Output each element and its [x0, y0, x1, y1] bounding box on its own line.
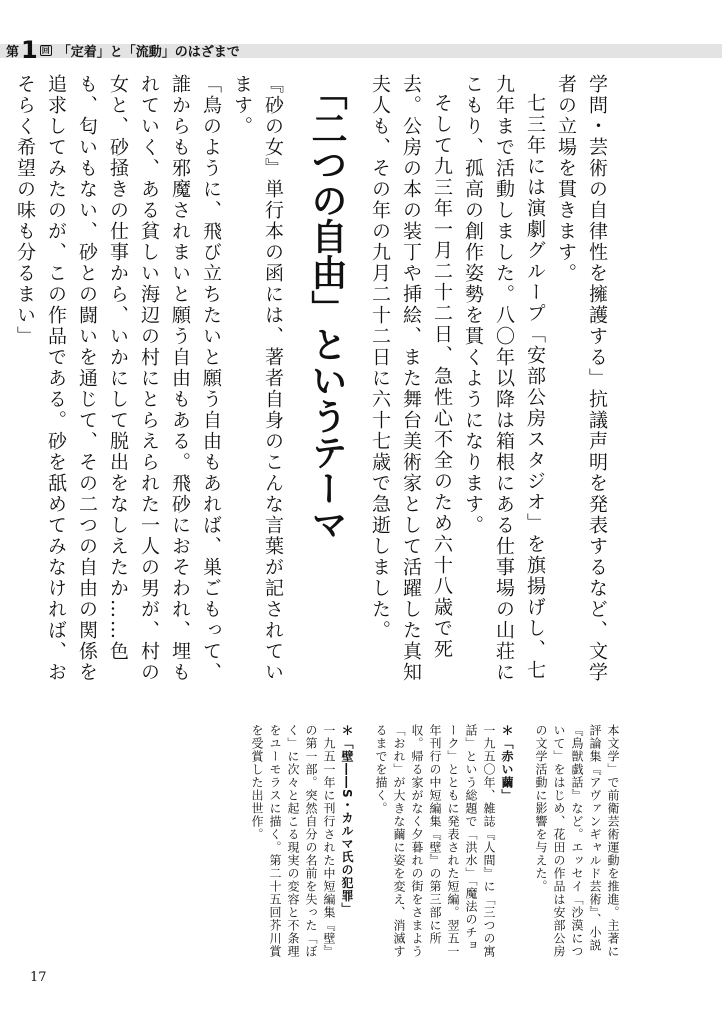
paragraph: 学問・芸術の自律性を擁護する」抗議声明を発表するなど、文学者の立場を貫きます。 — [555, 74, 608, 683]
chapter-number: 1 — [21, 36, 38, 64]
note-body: 一九五一年に刊行された中短編集『壁』の第一部。突然自分の名前を失った「ぼく」に次々と起こる現実の変容と不条理をユーモラスに描く。第二十五回芥川賞を受賞した出世作。 — [250, 724, 336, 958]
header-prefix: 第 — [6, 44, 20, 60]
note-body: 一九五〇年、雑誌『人間』に「三つの寓話」という総題で「洪水」「魔法のチョーク」とともに発表された短編。翌五一年刊行の中短編集『壁』の第三部に所収。帰る家がなく夕暮れの街をさまよう「おれ」が大きな繭に姿を変え、消滅するまでを描く。 — [374, 724, 496, 958]
note-body: 本文学」で前衛芸術運動を推進。主著に評論集『アヴァンギャルド芸術』、小説『鳥獣戯話』など。エッセイ「沙漠について」をはじめ、花田の作品は安部公房の文学活動に影響を与えた。 — [534, 724, 620, 958]
page-number: 17 — [30, 970, 47, 985]
quote-paragraph: 「鳥のように、飛び立ちたいと願う自由もあれば、巣ごもって、誰からも邪魔されまいと願う自由もある。飛砂におそわれ、埋もれていく、ある貧しい海辺の村にとらえられた一人の男が、村の女と、砂掻きの仕事から、いかにして脱出をなしえたか……色も、匂いもない、砂との闘いを通じて、その二つの自由の関係を追求してみたのが、この作品である。砂を舐めてみなければ、おそらく希望の味も分るまい」 — [14, 74, 222, 683]
running-header — [6, 38, 240, 62]
note-continued — [532, 724, 622, 962]
paragraph: そして九三年一月二十二日、急性心不全のため六十八歳で死去。公房の本の装丁や挿絵、また舞台美術家として活躍した真知夫人も、その年の九月二十二日に六十七歳で急逝しました。 — [369, 74, 453, 683]
note-kabe — [248, 724, 356, 962]
section-heading: 「二つの自由」というテーマ — [306, 74, 347, 542]
chapter-kai-mark: 回 — [41, 45, 50, 55]
chapter-title: 「定着」と「流動」のはざまで — [57, 44, 240, 60]
note-title: ＊「壁――S・カルマ氏の犯罪」 — [340, 724, 354, 916]
note-akai-mayu — [372, 724, 516, 962]
footnotes — [232, 724, 622, 962]
paragraph: 『砂の女』単行本の函には、著者自身のこんな言葉が記されています。 — [231, 74, 284, 683]
paragraph: 七三年には演劇グループ「安部公房スタジオ」を旗揚げし、七九年まで活動しました。八〇年以降は箱根にある仕事場の山荘にこもり、孤高の創作姿勢を貫くようになります。 — [462, 74, 546, 683]
note-title: ＊「赤い繭」 — [500, 724, 514, 802]
main-text — [9, 74, 612, 699]
